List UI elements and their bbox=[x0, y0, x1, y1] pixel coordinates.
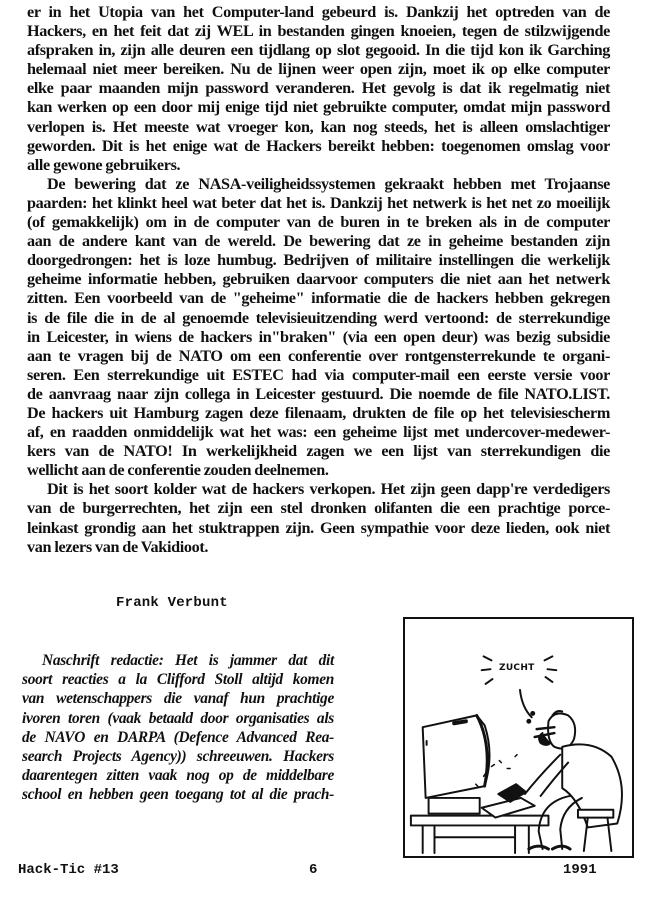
paragraph-3 bbox=[27, 480, 610, 556]
text-line: in Leicester, in wiens de hackers in"braken" (via een open deur) was bezig subsidie bbox=[27, 327, 610, 346]
editorial-postscript bbox=[22, 651, 334, 805]
text-line: daarentegen zitten vaak nog op de middelbare bbox=[22, 767, 334, 785]
text-line: paarden: het klinkt heel wat beter dat het is. Dankzij het netwerk is het net zo moeilijk bbox=[27, 193, 610, 212]
paragraph-2 bbox=[27, 175, 610, 481]
text-line: wellicht aan de conferentie zouden deelnemen. bbox=[27, 461, 329, 480]
speech-text: ZUCHT bbox=[499, 663, 535, 673]
text-line: er in het Utopia van het Computer-land gebeurd is. Dankzij het optreden van de bbox=[27, 3, 610, 21]
text-line: school en hebben geen toegang tot al die prach- bbox=[22, 786, 334, 804]
text-line: De bewering dat ze NASA-veiligheidssystemen gekraakt hebben met Trojaanse bbox=[47, 174, 610, 193]
text-line: aan te vragen bij de NATO om een conferentie over rontgensterrekunde te organi- bbox=[27, 346, 610, 365]
text-line: leinkast grondig aan het stuktrappen zijn. Geen sympathie voor deze lieden, ook niet bbox=[27, 518, 610, 537]
text-line: search Projects Agency)) schreeuwen. Hackers bbox=[22, 748, 334, 766]
text-line: doorgedrongen: het is loze humbug. Bedrijven of militaire instellingen die werkelijk bbox=[27, 251, 610, 270]
text-line: van lezers van de Vakidioot. bbox=[27, 537, 209, 556]
text-line: (of gemakkelijk) om in de computer van de buren in te breken als in de computer bbox=[27, 213, 610, 232]
text-line: geheime informatie hebben, gebruiken daarvoor computers die niet aan het netwerk bbox=[27, 270, 610, 289]
cartoon-illustration bbox=[403, 617, 634, 858]
text-line: aan de andere kant van de wereld. De bewering dat ze in geheime bestanden zijn bbox=[27, 232, 610, 251]
text-line: helemaal niet meer bereiken. Nu de lijnen weer open zijn, moet ik op elke computer bbox=[27, 60, 610, 79]
text-line: Dit is het soort kolder wat de hackers verkopen. Het zijn geen dapp're verdedigers bbox=[47, 480, 610, 499]
text-line: Naschrift redactie: Het is jammer dat dit bbox=[42, 652, 334, 669]
paragraph-1 bbox=[27, 3, 610, 175]
text-line: af, en raadden onmiddelijk wat het was: een geheime lijst met undercover-medewer- bbox=[27, 423, 610, 442]
page-number: 6 bbox=[309, 862, 318, 878]
text-line: van de burgerrechten, het zijn een stel dronken olifanten die een prachtige porce- bbox=[27, 499, 610, 518]
text-line: is de file die in de al genoemde televisieuitzending werd vertoond: de sterrekundige bbox=[27, 308, 610, 327]
man-sighing-at-computer-icon bbox=[405, 619, 632, 856]
text-line: seren. Een sterrekundige uit ESTEC had via computer-mail een eerste versie voor bbox=[27, 365, 610, 384]
text-line: van wetenschappers die vanaf hun prachtige bbox=[22, 690, 334, 708]
text-line: ivoren toren (vaak betaald door organisaties als bbox=[22, 709, 334, 727]
publication-name: Hack-Tic #13 bbox=[18, 862, 119, 878]
text-line: verlopen is. Het meeste wat vroeger kon, kan nog steeds, het is alleen omslachtiger bbox=[27, 117, 610, 136]
text-line: soort reacties a la Clifford Stoll altijd komen bbox=[22, 671, 334, 689]
text-line: Hackers, en het feit dat zij WEL in bestanden gingen knoeien, tegen de stilzwijgende bbox=[27, 22, 610, 41]
text-line: afspraken in, zijn alle deuren een tijdlang op slot gegooid. In die tijd kon ik Garching bbox=[27, 41, 610, 60]
text-line: alle gewone gebruikers. bbox=[27, 155, 181, 174]
article-body bbox=[27, 3, 610, 557]
text-line: zitten. Een voorbeeld van de "geheime" informatie die de hackers hebben gekregen bbox=[27, 289, 610, 308]
author-signature: Frank Verbunt bbox=[116, 595, 228, 611]
text-line: de aanvraag naar zijn collega in Leicester gestuurd. Die noemde de file NATO.LIST. bbox=[27, 384, 610, 403]
text-line: kers van de NATO! In werkelijkheid zagen we een lijst van sterrekundigen die bbox=[27, 442, 610, 461]
text-line: geworden. Dit is het enige wat de Hackers bereikt hebben: toegenomen omslag voor bbox=[27, 136, 610, 155]
text-line: elke paar maanden mijn password veranderen. Het gevolg is dat ik regelmatig niet bbox=[27, 79, 610, 98]
text-line: De hackers uit Hamburg zagen deze filenaam, drukten de file op het televisiescherm bbox=[27, 403, 610, 422]
text-line: de NAVO en DARPA (Defence Advanced Rea- bbox=[22, 728, 334, 746]
text-line: kan werken op een door mij enige tijd niet gebruikte computer, omdat mijn password bbox=[27, 98, 610, 117]
publication-year: 1991 bbox=[563, 862, 597, 878]
